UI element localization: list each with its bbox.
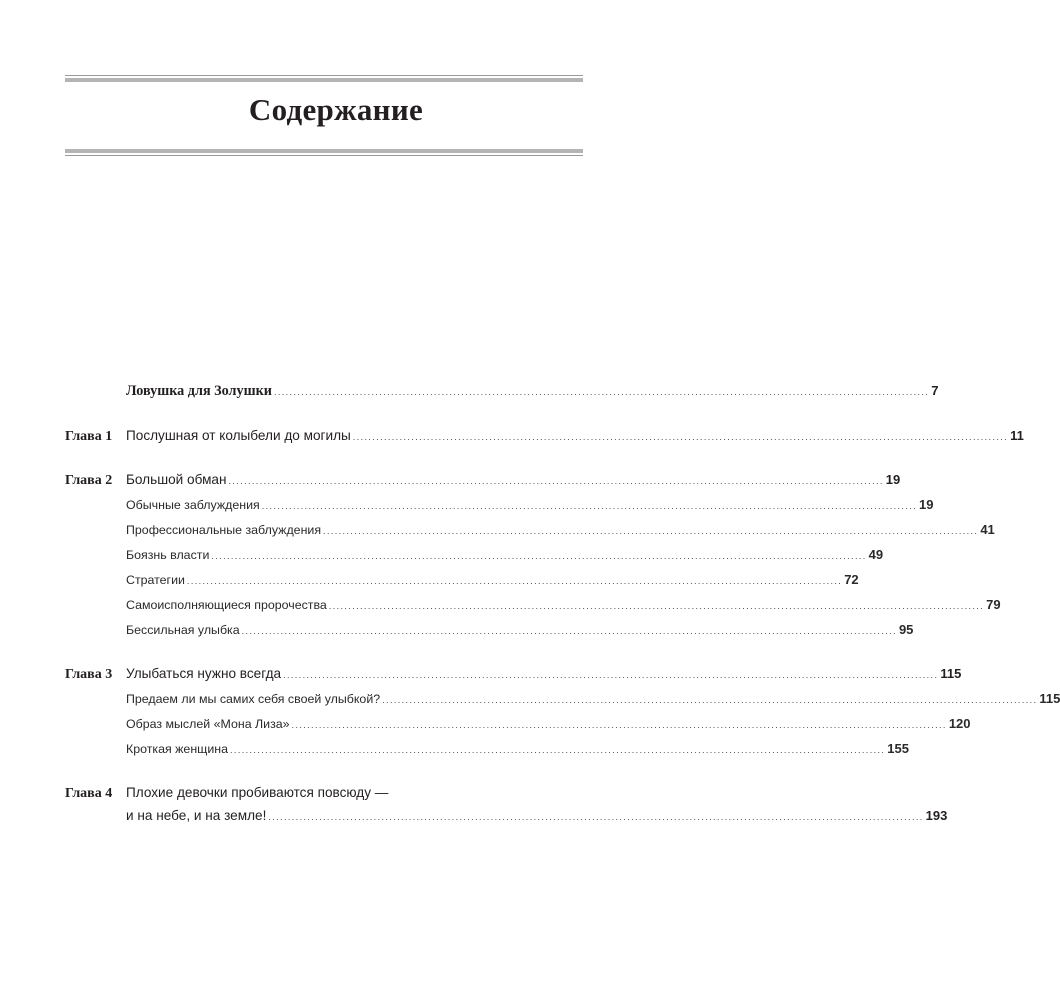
toc-entry-page: 115 — [940, 666, 962, 681]
toc-entry-chapter-4[interactable] — [65, 783, 584, 803]
dot-leader: ........................................................................................................................................................................ — [382, 695, 1038, 705]
toc-entry-chapter-2[interactable] — [65, 470, 901, 490]
toc-entry-page: 19 — [885, 472, 901, 487]
toc-entry-chapter-3[interactable] — [65, 664, 962, 684]
chapter-label: Глава 1 — [65, 429, 113, 444]
chapter-label: Глава 2 — [65, 473, 113, 488]
toc-section-page: 79 — [986, 597, 1001, 612]
toc-section-page: 19 — [919, 497, 934, 512]
dot-leader: ........................................................................................................................................................................ — [268, 812, 924, 822]
dot-leader: ........................................................................................................................................................................ — [273, 387, 930, 397]
toc-section-title: Обычные заблуждения — [126, 498, 260, 512]
toc-section-page: 155 — [887, 741, 909, 756]
toc-section-title: Предаем ли мы самих себя своей улыбкой? — [126, 692, 381, 706]
toc-section[interactable] — [65, 570, 859, 590]
toc-section-title: Образ мыслей «Мона Лиза» — [126, 717, 290, 731]
dot-leader: ........................................................................................................................................................................ — [291, 720, 947, 730]
toc-entry-page: 193 — [925, 808, 948, 823]
toc-section-page: 120 — [948, 716, 971, 731]
dot-leader: ........................................................................................................................................................................ — [230, 745, 886, 755]
chapter-label: Глава 4 — [65, 786, 113, 801]
toc-section-page: 72 — [844, 572, 859, 587]
chapter-label: Глава 3 — [65, 667, 113, 682]
toc-entry-page: 7 — [931, 383, 939, 398]
toc-section[interactable] — [65, 495, 934, 515]
toc-section-page: 115 — [1039, 691, 1060, 706]
toc-section[interactable] — [65, 595, 1001, 615]
dot-leader: ........................................................................................................................................................................ — [186, 576, 843, 586]
dot-leader: ........................................................................................................................................................................ — [352, 432, 1009, 442]
dot-leader: ........................................................................................................................................................................ — [211, 551, 867, 561]
toc-entry-title: Послушная от колыбели до могилы — [126, 428, 351, 443]
toc-section-title: Бессильная улыбка — [126, 623, 240, 637]
toc-section[interactable] — [65, 620, 914, 640]
toc-entry-chapter-1[interactable] — [65, 426, 1024, 446]
toc-section-title: Кроткая женщина — [126, 742, 229, 756]
toc-section-title: Профессиональные заблуждения — [126, 523, 322, 537]
toc-entry-page: 11 — [1010, 428, 1024, 443]
dot-leader: ........................................................................................................................................................................ — [328, 601, 985, 611]
toc-section-title: Боязнь власти — [126, 548, 210, 562]
toc-section[interactable] — [65, 520, 995, 540]
toc-entry-title: Большой обман — [126, 472, 227, 487]
toc-entry-intro[interactable] — [65, 381, 939, 401]
toc-entry-chapter-4-continued[interactable] — [65, 806, 948, 826]
dot-leader: ........................................................................................................................................................................ — [283, 670, 939, 680]
toc-section[interactable] — [65, 545, 884, 565]
toc-entry-title-line-1: Плохие девочки пробиваются повсюду — — [126, 785, 389, 800]
dot-leader: ........................................................................................................................................................................ — [228, 476, 884, 486]
toc-entry-title: Улыбаться нужно всегда — [126, 666, 282, 681]
dot-leader: ........................................................................................................................................................................ — [261, 501, 918, 511]
toc-section-title: Самоисполняющиеся пророчества — [126, 598, 327, 612]
toc-section[interactable] — [65, 714, 971, 734]
toc-section-page: 41 — [980, 522, 995, 537]
toc-section-title: Стратегии — [126, 573, 185, 587]
dot-leader: ........................................................................................................................................................................ — [241, 626, 897, 636]
toc-section[interactable] — [65, 739, 909, 759]
toc-entry-title: Ловушка для Золушки — [126, 383, 272, 399]
toc-section-page: 49 — [868, 547, 884, 562]
toc-section[interactable] — [65, 689, 1060, 709]
toc-entry-title-line-2: и на небе, и на земле! — [126, 808, 267, 823]
page-title: Содержание — [248, 92, 424, 127]
dot-leader: ........................................................................................................................................................................ — [323, 526, 979, 536]
toc-section-page: 95 — [898, 622, 914, 637]
